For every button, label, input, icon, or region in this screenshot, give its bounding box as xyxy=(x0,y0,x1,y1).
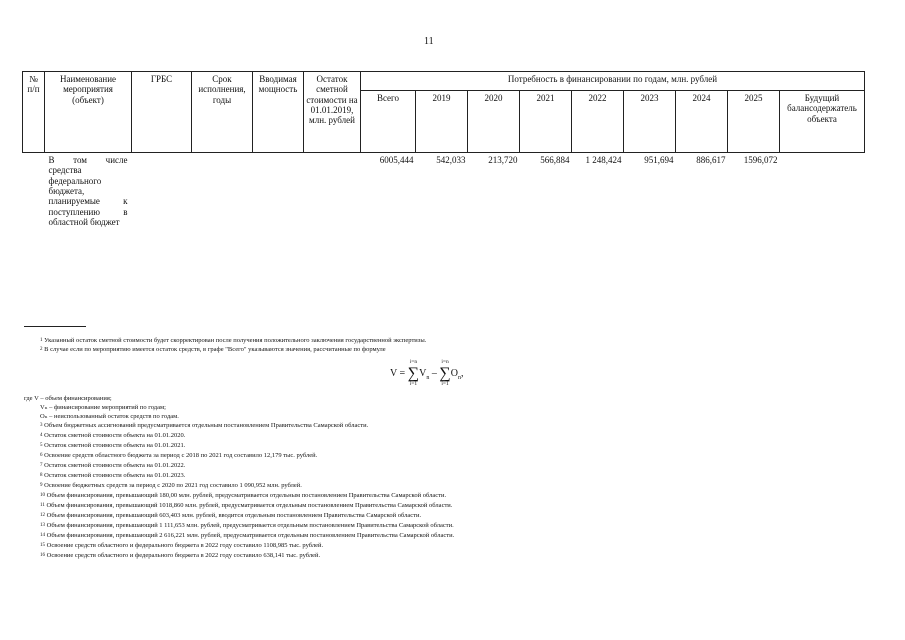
footnote: $^7$ Остаток сметной стоимости объекта на 01.01.2022. xyxy=(40,462,186,469)
col-total-header: Всего xyxy=(361,91,416,153)
col-name-header: Наименование мероприятия (объект) xyxy=(45,72,132,153)
footnote: $^6$ Освоение средств областного бюджета за период с 2018 по 2021 год составило 12,179 тыс. рублей. xyxy=(40,452,318,459)
row-remainder-cell xyxy=(304,153,361,230)
col-year-header: 2023 xyxy=(624,91,676,153)
sum-symbol: i=n ∑ i=1 xyxy=(439,359,451,387)
footnote: $^{12}$ Объем финансирования, превышающий 603,403 млн. рублей, вводится отдельным постановлением Правительства Самарской области. xyxy=(40,512,422,519)
footnote: $^{11}$ Объем финансирования, превышающий 1018,860 млн. рублей, предусматривается отдельным постановлением Правительства Самарской области. xyxy=(40,502,453,509)
row-holder-cell xyxy=(780,153,865,230)
col-year-header: 2025 xyxy=(728,91,780,153)
footnote: $^{14}$ Объем финансирования, превышающий 2 616,221 млн. рублей, предусматривается отдельным постановлением Правительства Самарской области. xyxy=(40,532,455,539)
row-num-cell xyxy=(23,153,45,230)
col-year-header: 2024 xyxy=(676,91,728,153)
row-grbs-cell xyxy=(132,153,192,230)
row-capacity-cell xyxy=(253,153,304,230)
row-year-cell: 213,720 xyxy=(468,153,520,230)
row-year-cell: 886,617 xyxy=(676,153,728,230)
page-number: 11 xyxy=(424,36,434,47)
col-grbs-header: ГРБС xyxy=(132,72,192,153)
col-num-header: № п/п xyxy=(23,72,45,153)
footnote: где V – объем финансирования; xyxy=(24,395,112,402)
table-row xyxy=(23,153,865,230)
footnote: Vₙ – финансирование мероприятий по годам; xyxy=(40,404,166,411)
row-name-cell: В том числе средства федерального бюджета, планируемые к поступлению в областной бюджет xyxy=(45,153,132,230)
header-row xyxy=(23,72,865,91)
col-year-header: 2019 xyxy=(416,91,468,153)
col-holder-header: Будущий балансодержатель объекта xyxy=(780,91,865,153)
footnote: $^8$ Остаток сметной стоимости объекта на 01.01.2023. xyxy=(40,472,186,479)
col-year-header: 2020 xyxy=(468,91,520,153)
footnote: $^{10}$ Объем финансирования, превышающий 180,00 млн. рублей, предусматривается отдельным постановлением Правительства Самарской области. xyxy=(40,492,447,499)
row-total-cell: 6005,444 xyxy=(361,153,416,230)
footnote: Oₙ – неиспользованный остаток средств по годам. xyxy=(40,413,179,420)
footnote: $^4$ Остаток сметной стоимости объекта на 01.01.2020. xyxy=(40,432,186,439)
row-year-cell: 1 248,424 xyxy=(572,153,624,230)
footnote: $^2$ В случае если по мероприятию имеется остаток средств, в графе "Всего" указываются значения, рассчитанные по формуле xyxy=(40,346,386,353)
financing-table xyxy=(22,71,865,229)
col-term-header: Срок исполнения, годы xyxy=(192,72,253,153)
footnote: $^{13}$ Объем финансирования, превышающий 1 111,653 млн. рублей, предусматривается отдельным постановлением Правительства Самарской области. xyxy=(40,522,454,529)
row-year-cell: 1596,072 xyxy=(728,153,780,230)
row-year-cell: 951,694 xyxy=(624,153,676,230)
row-term-cell xyxy=(192,153,253,230)
footnote: $^3$ Объем бюджетных ассигнований предусматривается отдельным постановлением Правительства Самарской области. xyxy=(40,422,369,429)
row-year-cell: 566,884 xyxy=(520,153,572,230)
footnote: $^5$ Остаток сметной стоимости объекта на 01.01.2021. xyxy=(40,442,186,449)
footnote: $^9$ Освоение бюджетных средств за период с 2020 по 2021 год составило 1 090,952 млн. рублей. xyxy=(40,482,302,489)
col-year-header: 2021 xyxy=(520,91,572,153)
footnote-separator xyxy=(24,326,86,327)
row-year-cell: 542,033 xyxy=(416,153,468,230)
col-remainder-header: Остаток сметной стоимости на 01.01.2019, млн. рублей xyxy=(304,72,361,153)
footnote: $^1$ Указанный остаток сметной стоимости будет скорректирован после получения положительного заключения государственной экспертизы. xyxy=(40,337,427,344)
formula: V = i=n ∑ $i=1V_n - i=n$ ∑ $i=1O_n$, xyxy=(390,359,464,387)
financing-group-header: Потребность в финансировании по годам, млн. рублей xyxy=(361,72,865,91)
sum-symbol: i=n ∑ i=1 xyxy=(407,359,420,387)
footnote: $^{16}$ Освоение средств областного и федерального бюджета в 2022 году составило 638,141 тыс. рублей. xyxy=(40,552,321,559)
col-year-header: 2022 xyxy=(572,91,624,153)
footnote: $^{15}$ Освоение средств областного и федерального бюджета в 2022 году составило 1108,985 тыс. рублей. xyxy=(40,542,324,549)
col-capacity-header: Вводимая мощность xyxy=(253,72,304,153)
